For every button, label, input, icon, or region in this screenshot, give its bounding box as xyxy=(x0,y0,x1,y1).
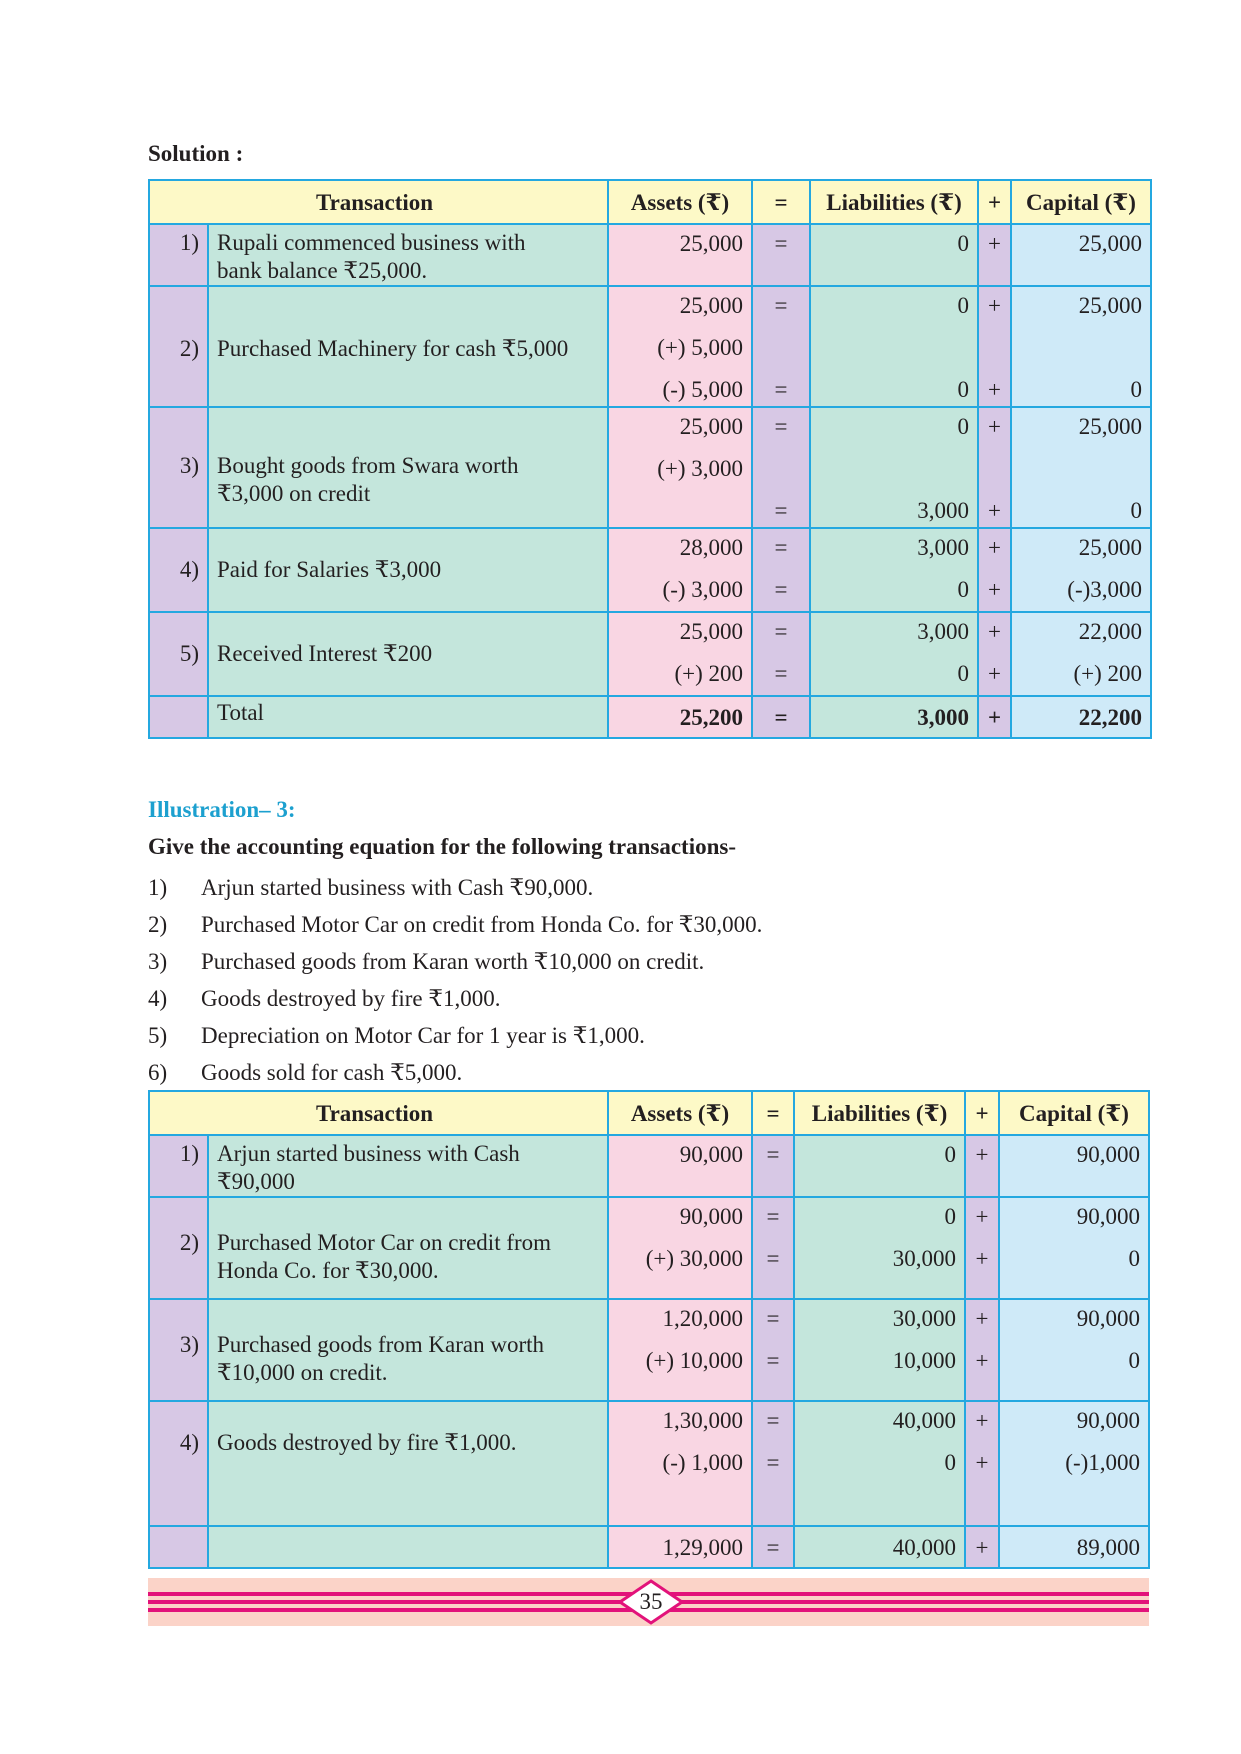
illustration-heading: Illustration– 3: xyxy=(148,797,296,822)
row-number: 2) xyxy=(149,1197,208,1299)
description-lines xyxy=(217,1140,599,1196)
equals-sign: = xyxy=(774,619,788,644)
description-line: ₹10,000 on credit. xyxy=(217,1360,388,1385)
list-item-number: 2) xyxy=(148,912,168,937)
liability-value: 0 xyxy=(957,231,970,256)
liability-value xyxy=(819,331,969,364)
asset-value: (+) 30,000 xyxy=(645,1246,744,1271)
liability-value: 0 xyxy=(944,1142,957,1167)
capital-value: 90,000 xyxy=(1076,1142,1141,1167)
transaction-description xyxy=(208,224,608,286)
asset-value-cell xyxy=(608,528,752,612)
asset-value: (+) 5,000 xyxy=(657,335,744,360)
equals-sign-cell xyxy=(752,612,810,696)
list-item-number: 1) xyxy=(148,875,168,900)
liability-value-stack xyxy=(819,289,969,406)
capital-value-cell xyxy=(1011,407,1151,528)
plus-sign-cell xyxy=(965,1197,999,1299)
description-lines xyxy=(217,640,599,668)
liability-value: 10,000 xyxy=(892,1348,957,1373)
equals-sign: = xyxy=(766,1450,780,1475)
liability-value: 30,000 xyxy=(892,1306,957,1331)
liability-value: 0 xyxy=(957,414,970,439)
description-line: Bought goods from Swara worth xyxy=(217,453,519,478)
asset-value: 90,000 xyxy=(679,1142,744,1167)
plus-sign: + xyxy=(988,661,1001,686)
equals-sign: = xyxy=(766,1204,780,1229)
capital-value-cell xyxy=(1011,612,1151,696)
asset-value-cell xyxy=(608,224,752,286)
description-lines xyxy=(217,1229,599,1285)
list-item xyxy=(148,906,762,943)
equals-sign-stack xyxy=(761,410,801,527)
header-plus: + xyxy=(978,180,1011,224)
plus-sign: + xyxy=(975,1450,989,1475)
equals-sign: = xyxy=(766,1142,780,1167)
header-equals: = xyxy=(752,180,810,224)
description-lines xyxy=(217,1331,599,1387)
equals-sign-cell xyxy=(752,1299,794,1401)
capital-value-stack xyxy=(1008,1200,1140,1275)
capital-value-stack xyxy=(1020,410,1142,527)
liability-value-cell xyxy=(810,407,978,528)
header-assets: Assets (₹) xyxy=(608,1091,752,1135)
equals-sign-stack xyxy=(761,1200,785,1275)
table-row xyxy=(149,528,1151,612)
equals-sign: = xyxy=(774,577,788,602)
capital-value: 0 xyxy=(1128,1348,1141,1373)
asset-value-cell xyxy=(608,286,752,407)
equals-sign: = xyxy=(774,535,788,560)
table-header-row xyxy=(149,1091,1149,1135)
liability-value: 3,000 xyxy=(917,498,970,523)
asset-value-stack xyxy=(617,289,743,406)
row-number: 4) xyxy=(149,1401,208,1526)
row-number: 3) xyxy=(149,1299,208,1401)
header-liabilities: Liabilities (₹) xyxy=(794,1091,965,1135)
equals-sign-stack xyxy=(761,1404,785,1479)
asset-value-stack xyxy=(617,410,743,527)
row-number: 2) xyxy=(149,286,208,407)
transaction-description xyxy=(208,1135,608,1197)
capital-value-stack xyxy=(1008,1302,1140,1377)
capital-value: 89,000 xyxy=(999,1526,1149,1568)
liability-value xyxy=(819,452,969,485)
plus-sign-stack xyxy=(987,615,1002,690)
equals-sign: = xyxy=(774,231,788,256)
list-item-number: 6) xyxy=(148,1060,168,1085)
description-line: Rupali commenced business with xyxy=(217,230,526,255)
asset-value-stack xyxy=(617,615,743,690)
capital-value: 22,000 xyxy=(1078,619,1143,644)
plus-sign-cell xyxy=(965,1401,999,1526)
capital-value-stack xyxy=(1020,531,1142,606)
asset-value xyxy=(617,494,743,527)
illustration-table-body xyxy=(149,1135,1149,1568)
list-item-text: Goods sold for cash ₹5,000. xyxy=(201,1060,463,1085)
capital-value: 25,000 xyxy=(1078,535,1143,560)
list-item-number: 4) xyxy=(148,986,168,1011)
capital-value-cell xyxy=(1011,286,1151,407)
plus-sign: + xyxy=(988,293,1001,318)
total-capital: 22,200 xyxy=(1011,696,1151,738)
equals-sign-stack xyxy=(761,531,801,606)
list-item-text: Depreciation on Motor Car for 1 year is ₹1,000. xyxy=(201,1023,645,1048)
list-item xyxy=(148,1017,762,1054)
description-lines xyxy=(217,335,599,363)
list-item xyxy=(148,980,762,1017)
table-row xyxy=(149,224,1151,286)
plus-sign xyxy=(987,331,1002,364)
table-row xyxy=(149,612,1151,696)
description-lines xyxy=(217,1429,599,1457)
liability-value: 40,000 xyxy=(794,1526,965,1568)
row-number: 1) xyxy=(149,224,208,286)
plus-sign: + xyxy=(975,1246,989,1271)
description-line: Purchased Motor Car on credit from xyxy=(217,1230,552,1255)
plus-sign-cell xyxy=(978,612,1011,696)
liability-value-stack xyxy=(803,1404,956,1479)
plus-sign-stack xyxy=(987,531,1002,606)
plus-sign-cell xyxy=(978,407,1011,528)
liability-value-cell xyxy=(794,1299,965,1401)
list-item-number: 5) xyxy=(148,1023,168,1048)
liability-value-cell xyxy=(810,612,978,696)
equals-sign: = xyxy=(766,1246,780,1271)
liability-value: 0 xyxy=(957,661,970,686)
equals-sign: = xyxy=(774,498,788,523)
capital-value-cell xyxy=(999,1401,1149,1526)
asset-value: 25,000 xyxy=(679,293,744,318)
equals-sign-stack xyxy=(761,289,801,406)
asset-value: (+) 200 xyxy=(674,661,744,686)
row-number: 1) xyxy=(149,1135,208,1197)
question-text: Give the accounting equation for the following transactions- xyxy=(148,834,736,859)
description-line: Purchased Machinery for cash ₹5,000 xyxy=(217,336,569,361)
asset-value: 25,000 xyxy=(679,619,744,644)
capital-value xyxy=(1020,331,1142,364)
header-transaction: Transaction xyxy=(149,180,608,224)
asset-value-stack xyxy=(617,1302,743,1377)
header-capital: Capital (₹) xyxy=(1011,180,1151,224)
liability-value: 0 xyxy=(944,1204,957,1229)
total-plus: + xyxy=(978,696,1011,738)
asset-value: 1,20,000 xyxy=(662,1306,744,1331)
capital-value-stack xyxy=(1020,615,1142,690)
list-item-number: 3) xyxy=(148,949,168,974)
plus-sign: + xyxy=(988,619,1001,644)
asset-value-stack xyxy=(617,531,743,606)
capital-value: (-)3,000 xyxy=(1067,577,1143,602)
asset-value: (-) 5,000 xyxy=(662,377,744,402)
capital-value-cell xyxy=(1011,528,1151,612)
transaction-list xyxy=(148,869,762,1091)
equals-sign: = xyxy=(752,1526,794,1568)
capital-value-stack xyxy=(1008,1404,1140,1479)
plus-sign: + xyxy=(988,535,1001,560)
table-row xyxy=(149,1299,1149,1401)
list-item xyxy=(148,1054,762,1091)
plus-sign-stack xyxy=(974,1138,990,1171)
equals-sign: = xyxy=(774,293,788,318)
liability-value-stack xyxy=(819,227,969,260)
plus-sign-cell xyxy=(978,286,1011,407)
total-equals: = xyxy=(752,696,810,738)
liability-value-stack xyxy=(819,531,969,606)
asset-value: 25,000 xyxy=(679,231,744,256)
capital-value xyxy=(1020,452,1142,485)
liability-value-cell xyxy=(810,286,978,407)
transaction-description xyxy=(208,612,608,696)
transaction-description xyxy=(208,1526,608,1568)
liability-value-stack xyxy=(803,1302,956,1377)
capital-value-cell xyxy=(999,1299,1149,1401)
transaction-description xyxy=(208,1197,608,1299)
capital-value: 90,000 xyxy=(1076,1408,1141,1433)
capital-value: 25,000 xyxy=(1078,414,1143,439)
header-plus: + xyxy=(965,1091,999,1135)
total-liabilities: 3,000 xyxy=(810,696,978,738)
asset-value: (+) 3,000 xyxy=(657,456,744,481)
list-item xyxy=(148,869,762,906)
capital-value-cell xyxy=(999,1135,1149,1197)
total-assets: 25,200 xyxy=(608,696,752,738)
row-number: 5) xyxy=(149,612,208,696)
liability-value-stack xyxy=(819,410,969,527)
equals-sign-stack xyxy=(761,615,801,690)
table-row xyxy=(149,286,1151,407)
row-number xyxy=(149,1526,208,1568)
asset-value: 90,000 xyxy=(679,1204,744,1229)
asset-value: (-) 1,000 xyxy=(662,1450,744,1475)
plus-sign-stack xyxy=(974,1404,990,1479)
description-line: ₹3,000 on credit xyxy=(217,481,371,506)
asset-value: 1,29,000 xyxy=(608,1526,752,1568)
row-number: 4) xyxy=(149,528,208,612)
row-number xyxy=(149,696,208,738)
capital-value: 0 xyxy=(1130,498,1143,523)
equals-sign-cell xyxy=(752,286,810,407)
plus-sign-cell xyxy=(965,1299,999,1401)
capital-value: 0 xyxy=(1130,377,1143,402)
plus-sign: + xyxy=(988,498,1001,523)
plus-sign: + xyxy=(988,577,1001,602)
transaction-description xyxy=(208,407,608,528)
plus-sign-cell xyxy=(978,528,1011,612)
plus-sign: + xyxy=(988,231,1001,256)
plus-sign-stack xyxy=(974,1302,990,1377)
capital-value: 25,000 xyxy=(1078,293,1143,318)
liability-value: 30,000 xyxy=(892,1246,957,1271)
description-line: Purchased goods from Karan worth xyxy=(217,1332,545,1357)
plus-sign-stack xyxy=(987,227,1002,260)
asset-value: 28,000 xyxy=(679,535,744,560)
solution-heading: Solution : xyxy=(148,141,244,166)
capital-value-stack xyxy=(1008,1138,1140,1171)
asset-value-stack xyxy=(617,227,743,260)
equals-sign-cell xyxy=(752,528,810,612)
equals-sign xyxy=(761,331,801,364)
plus-sign: + xyxy=(965,1526,999,1568)
plus-sign xyxy=(987,452,1002,485)
equals-sign: = xyxy=(774,414,788,439)
equals-sign-cell xyxy=(752,1197,794,1299)
transaction-description xyxy=(208,286,608,407)
plus-sign: + xyxy=(975,1348,989,1373)
capital-value: 25,000 xyxy=(1078,231,1143,256)
header-equals: = xyxy=(752,1091,794,1135)
equals-sign-stack xyxy=(761,227,801,260)
capital-value-stack xyxy=(1020,289,1142,406)
liability-value: 0 xyxy=(957,577,970,602)
plus-sign: + xyxy=(975,1408,989,1433)
equals-sign: = xyxy=(766,1348,780,1373)
capital-value-cell xyxy=(1011,224,1151,286)
equals-sign-stack xyxy=(761,1138,785,1171)
plus-sign-cell xyxy=(978,224,1011,286)
solution-table xyxy=(148,179,1152,739)
asset-value: 25,000 xyxy=(679,414,744,439)
plus-sign-stack xyxy=(987,410,1002,527)
asset-value-cell xyxy=(608,1299,752,1401)
asset-value-stack xyxy=(617,1404,743,1479)
capital-value: 90,000 xyxy=(1076,1204,1141,1229)
asset-value-stack xyxy=(617,1138,743,1171)
table-row xyxy=(149,1526,1149,1568)
description-line: Honda Co. for ₹30,000. xyxy=(217,1258,439,1283)
equals-sign: = xyxy=(774,661,788,686)
table-row xyxy=(149,1401,1149,1526)
description-line: Paid for Salaries ₹3,000 xyxy=(217,557,442,582)
list-item xyxy=(148,943,762,980)
liability-value-cell xyxy=(794,1197,965,1299)
total-label: Total xyxy=(208,696,608,738)
plus-sign: + xyxy=(975,1142,989,1167)
description-lines xyxy=(217,229,599,285)
table-row xyxy=(149,407,1151,528)
header-capital: Capital (₹) xyxy=(999,1091,1149,1135)
header-liabilities: Liabilities (₹) xyxy=(810,180,978,224)
equals-sign xyxy=(761,452,801,485)
asset-value: 1,30,000 xyxy=(662,1408,744,1433)
header-assets: Assets (₹) xyxy=(608,180,752,224)
liability-value-cell xyxy=(810,528,978,612)
liability-value-stack xyxy=(819,615,969,690)
liability-value: 3,000 xyxy=(917,619,970,644)
asset-value-cell xyxy=(608,1401,752,1526)
total-row xyxy=(149,696,1151,738)
description-lines xyxy=(217,556,599,584)
plus-sign: + xyxy=(988,377,1001,402)
table-header-row xyxy=(149,180,1151,224)
description-lines xyxy=(217,452,599,508)
liability-value-stack xyxy=(803,1138,956,1171)
list-item-text: Purchased Motor Car on credit from Honda Co. for ₹30,000. xyxy=(201,912,763,937)
asset-value-cell xyxy=(608,1197,752,1299)
capital-value-cell xyxy=(999,1197,1149,1299)
liability-value: 40,000 xyxy=(892,1408,957,1433)
transaction-description xyxy=(208,528,608,612)
liability-value-stack xyxy=(803,1200,956,1275)
description-line: bank balance ₹25,000. xyxy=(217,258,428,283)
description-line: ₹90,000 xyxy=(217,1169,295,1194)
transaction-description xyxy=(208,1401,608,1526)
liability-value-cell xyxy=(810,224,978,286)
liability-value-cell xyxy=(794,1135,965,1197)
list-item-text: Goods destroyed by fire ₹1,000. xyxy=(201,986,501,1011)
table-row xyxy=(149,1135,1149,1197)
liability-value: 3,000 xyxy=(917,535,970,560)
equals-sign-cell xyxy=(752,1401,794,1526)
capital-value: 90,000 xyxy=(1076,1306,1141,1331)
list-item-text: Purchased goods from Karan worth ₹10,000 on credit. xyxy=(201,949,705,974)
plus-sign: + xyxy=(988,414,1001,439)
plus-sign-stack xyxy=(974,1200,990,1275)
list-item-text: Arjun started business with Cash ₹90,000. xyxy=(201,875,594,900)
equals-sign-cell xyxy=(752,224,810,286)
plus-sign-stack xyxy=(987,289,1002,406)
illustration-table xyxy=(148,1090,1150,1569)
transaction-description xyxy=(208,1299,608,1401)
asset-value-cell xyxy=(608,407,752,528)
asset-value: (-) 3,000 xyxy=(662,577,744,602)
plus-sign: + xyxy=(975,1204,989,1229)
capital-value-stack xyxy=(1020,227,1142,260)
asset-value-stack xyxy=(617,1200,743,1275)
description-line: Goods destroyed by fire ₹1,000. xyxy=(217,1430,517,1455)
equals-sign: = xyxy=(766,1306,780,1331)
plus-sign: + xyxy=(975,1306,989,1331)
asset-value-cell xyxy=(608,612,752,696)
solution-table-body xyxy=(149,224,1151,738)
capital-value: 0 xyxy=(1128,1246,1141,1271)
liability-value: 0 xyxy=(957,293,970,318)
equals-sign-stack xyxy=(761,1302,785,1377)
equals-sign: = xyxy=(774,377,788,402)
description-line: Arjun started business with Cash xyxy=(217,1141,520,1166)
equals-sign-cell xyxy=(752,407,810,528)
equals-sign-cell xyxy=(752,1135,794,1197)
asset-value: (+) 10,000 xyxy=(645,1348,744,1373)
capital-value: (-)1,000 xyxy=(1065,1450,1141,1475)
row-number: 3) xyxy=(149,407,208,528)
header-transaction: Transaction xyxy=(149,1091,608,1135)
capital-value: (+) 200 xyxy=(1073,661,1143,686)
asset-value-cell xyxy=(608,1135,752,1197)
liability-value: 0 xyxy=(944,1450,957,1475)
liability-value: 0 xyxy=(957,377,970,402)
plus-sign-cell xyxy=(965,1135,999,1197)
description-line: Received Interest ₹200 xyxy=(217,641,433,666)
liability-value-cell xyxy=(794,1401,965,1526)
table-row xyxy=(149,1197,1149,1299)
equals-sign: = xyxy=(766,1408,780,1433)
page-number: 35 xyxy=(639,1589,663,1614)
page-footer xyxy=(148,1578,1149,1626)
